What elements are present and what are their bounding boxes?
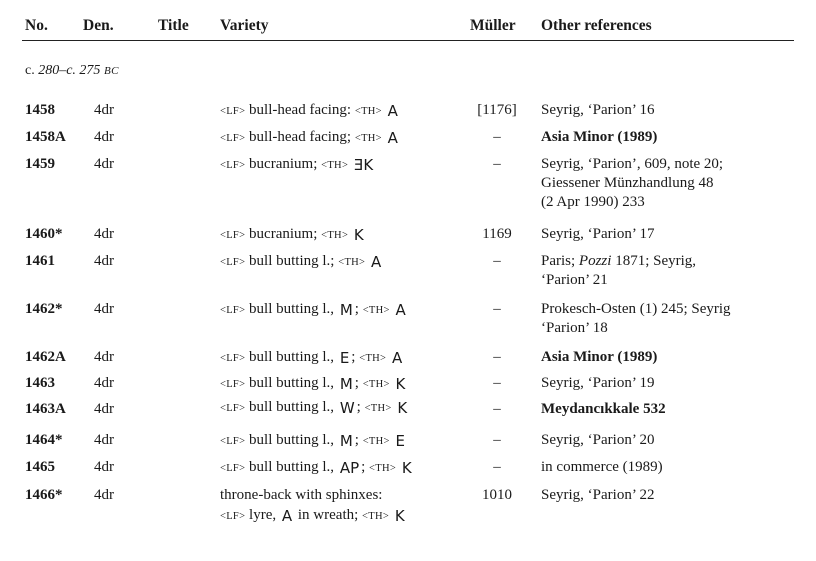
monogram-icon: E: [395, 432, 405, 450]
th-label: <TH>: [364, 403, 392, 414]
row-1465-no: 1465: [25, 459, 55, 475]
monogram-icon: ƎK: [353, 156, 374, 174]
th-label: <TH>: [338, 257, 366, 268]
row-1463-ref: Seyrig, ‘Parion’ 19: [541, 375, 655, 391]
header-no: No.: [25, 17, 48, 34]
row-1458a-no: 1458A: [25, 129, 66, 145]
row-1461-variety: [220, 252, 383, 272]
th-label: <TH>: [354, 133, 382, 144]
row-1465-muller: –: [493, 459, 501, 475]
row-1458a-den: 4dr: [94, 129, 114, 145]
monogram-icon: M: [339, 375, 353, 393]
variety-text: bucranium;: [249, 156, 322, 172]
row-1464-variety: <LF> bull butting l., M ; <TH> E: [220, 432, 405, 450]
row-1463-den: 4dr: [94, 375, 114, 391]
th-label: <TH>: [321, 160, 349, 171]
monogram-icon: M: [339, 301, 353, 319]
row-1464-muller: –: [493, 432, 501, 448]
monogram-icon: K: [395, 375, 406, 393]
row-1459-ref-line2: Giessener Münzhandlung 48: [541, 175, 714, 191]
row-1463a-ref: Meydancıkkale 532: [541, 401, 666, 417]
ref-text: Paris;: [541, 253, 579, 269]
row-1465-ref: in commerce (1989): [541, 459, 663, 475]
row-1464-ref: Seyrig, ‘Parion’ 20: [541, 432, 655, 448]
variety-text: bull butting l.,: [249, 459, 338, 475]
row-1459-ref-line1: Seyrig, ‘Parion’, 609, note 20;: [541, 156, 724, 172]
lf-label: <LF>: [220, 133, 246, 144]
variety-text: bull-head facing:: [249, 102, 355, 118]
row-1462-no: 1462*: [25, 301, 63, 317]
variety-text: bull butting l.,: [249, 432, 338, 448]
lf-label: <LF>: [220, 160, 246, 171]
monogram-icon: A: [387, 102, 398, 120]
row-1463a-variety: <LF> bull butting l., W ; <TH> K: [220, 399, 408, 417]
row-1466-variety-line1: throne-back with sphinxes:: [220, 487, 383, 503]
monogram-icon: A: [387, 129, 398, 147]
period-range: 280–c. 275: [38, 63, 101, 78]
row-1458-variety: [220, 101, 400, 121]
row-1461-no: 1461: [25, 253, 55, 269]
row-1464-den: 4dr: [94, 432, 114, 448]
header-variety: Variety: [220, 17, 269, 34]
row-1466-den: 4dr: [94, 487, 114, 503]
lf-label: <LF>: [220, 257, 246, 268]
th-label: <TH>: [369, 463, 397, 474]
row-1458-no: 1458: [25, 102, 55, 118]
row-1463-muller: –: [493, 375, 501, 391]
row-1458a-muller: –: [493, 129, 501, 145]
row-1462a-muller: –: [493, 349, 501, 365]
row-1458-ref: Seyrig, ‘Parion’ 16: [541, 102, 655, 118]
row-1462a-no: 1462A: [25, 349, 66, 365]
row-1466-no: 1466*: [25, 487, 63, 503]
row-1462-muller: –: [493, 301, 501, 317]
monogram-icon: M: [339, 432, 353, 450]
monogram-icon: K: [353, 226, 364, 244]
variety-text: bull butting l.,: [249, 399, 338, 415]
lf-label: <LF>: [220, 436, 246, 447]
row-1462-variety: <LF> bull butting l., M ; <TH> A: [220, 301, 406, 319]
monogram-icon: E: [339, 349, 350, 367]
monogram-icon: K: [401, 459, 412, 477]
row-1461-ref-line1: [541, 252, 696, 271]
monogram-icon: A: [281, 507, 293, 525]
header-rule: [22, 40, 794, 41]
row-1458a-variety: [220, 128, 400, 148]
row-1466-variety-line2: [220, 506, 407, 526]
row-1464-no: 1464*: [25, 432, 63, 448]
lf-label: <LF>: [220, 511, 246, 522]
th-label: <TH>: [359, 353, 387, 364]
row-1458a-ref: Asia Minor (1989): [541, 129, 658, 145]
row-1463-variety: <LF> bull butting l., M ; <TH> K: [220, 375, 406, 393]
th-label: <TH>: [354, 106, 382, 117]
row-1462a-ref: Asia Minor (1989): [541, 349, 658, 365]
ref-italic: Pozzi: [578, 253, 612, 269]
row-1460-den: 4dr: [94, 226, 114, 242]
row-1462-ref-line2: ‘Parion’ 18: [541, 320, 608, 336]
row-1460-ref: Seyrig, ‘Parion’ 17: [541, 226, 655, 242]
variety-text: bull butting l.;: [249, 253, 339, 269]
period-heading: [25, 63, 119, 79]
monogram-icon: A: [392, 349, 403, 367]
variety-text: bull butting l.,: [249, 349, 338, 365]
row-1463a-no: 1463A: [25, 401, 66, 417]
row-1460-no: 1460*: [25, 226, 63, 242]
period-prefix: c.: [25, 63, 39, 78]
row-1459-no: 1459: [25, 156, 55, 172]
row-1460-muller: 1169: [482, 226, 512, 242]
row-1463a-den: 4dr: [94, 401, 114, 417]
row-1466-muller: 1010: [482, 487, 512, 503]
row-1461-ref-line2: ‘Parion’ 21: [541, 272, 608, 288]
row-1465-variety: <LF> bull butting l., AP ; <TH> K: [220, 459, 412, 477]
variety-text: bull butting l.,: [249, 301, 338, 317]
lf-label: <LF>: [220, 106, 246, 117]
row-1462a-den: 4dr: [94, 349, 114, 365]
monogram-icon: A: [371, 253, 382, 271]
th-label: <TH>: [321, 230, 349, 241]
monogram-icon: K: [397, 399, 408, 417]
row-1459-muller: –: [493, 156, 501, 172]
header-other-references: Other references: [541, 17, 652, 34]
lf-label: <LF>: [220, 230, 246, 241]
monogram-icon: A: [395, 301, 406, 319]
period-era: BC: [103, 65, 119, 77]
row-1462-ref-line1: Prokesch-Osten (1) 245; Seyrig: [541, 301, 731, 317]
header-den: Den.: [83, 17, 114, 34]
lf-label: <LF>: [220, 379, 246, 390]
row-1460-variety: [220, 225, 366, 245]
row-1465-den: 4dr: [94, 459, 114, 475]
row-1462-den: 4dr: [94, 301, 114, 317]
header-muller: Müller: [470, 17, 516, 34]
variety-text: bull-head facing;: [249, 129, 355, 145]
th-label: <TH>: [362, 511, 390, 522]
variety-text: bull butting l.,: [249, 375, 338, 391]
row-1461-muller: –: [493, 253, 501, 269]
row-1463a-muller: –: [493, 401, 501, 417]
row-1459-ref-line3: (2 Apr 1990) 233: [541, 194, 645, 210]
row-1459-den: 4dr: [94, 156, 114, 172]
lf-label: <LF>: [220, 403, 246, 414]
header-title: Title: [158, 17, 189, 34]
row-1461-den: 4dr: [94, 253, 114, 269]
lf-label: <LF>: [220, 305, 246, 316]
th-label: <TH>: [362, 305, 390, 316]
lf-label: <LF>: [220, 353, 246, 364]
monogram-icon: AP: [339, 459, 360, 477]
row-1459-variety: [220, 155, 375, 175]
monogram-icon: K: [394, 507, 405, 525]
lf-label: <LF>: [220, 463, 246, 474]
variety-text: in wreath;: [294, 507, 363, 523]
row-1466-ref: Seyrig, ‘Parion’ 22: [541, 487, 655, 503]
th-label: <TH>: [362, 436, 390, 447]
variety-text: bucranium;: [249, 226, 322, 242]
row-1458-den: 4dr: [94, 102, 114, 118]
th-label: <TH>: [362, 379, 390, 390]
ref-text: 1871; Seyrig,: [611, 253, 697, 269]
row-1458-muller: [1176]: [477, 102, 517, 118]
row-1463-no: 1463: [25, 375, 55, 391]
monogram-icon: W: [339, 399, 355, 417]
variety-text: lyre,: [245, 507, 280, 523]
row-1462a-variety: <LF> bull butting l., E ; <TH> A: [220, 349, 403, 367]
